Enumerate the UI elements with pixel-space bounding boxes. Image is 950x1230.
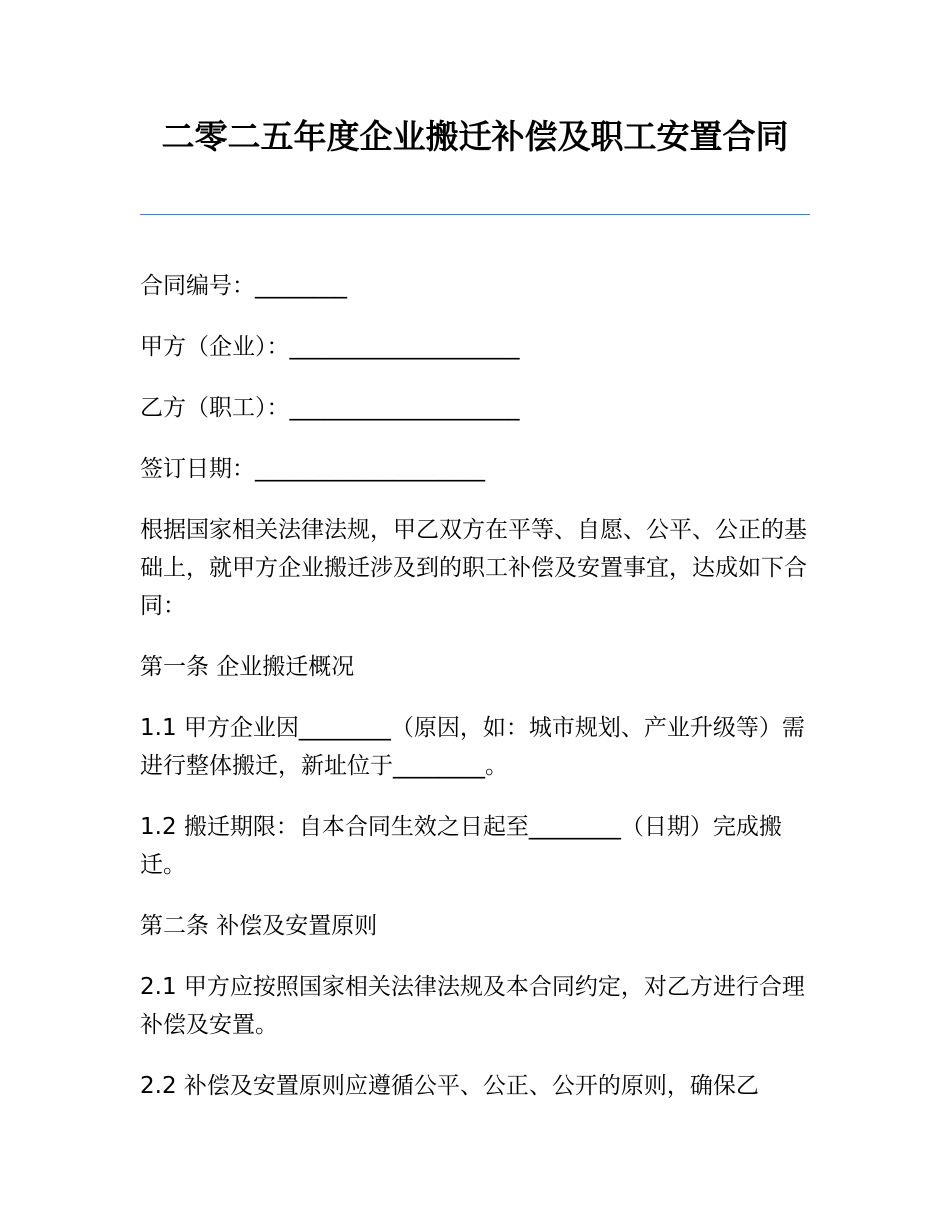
party-a-field: 甲方（企业）：____________________	[140, 334, 520, 360]
clause-2-1: 2.1 甲方应按照国家相关法律法规及本合同约定，对乙方进行合理补偿及安置。	[140, 974, 805, 1038]
signing-date-field: 签订日期：____________________	[140, 456, 485, 482]
document-body	[140, 267, 815, 1128]
title-underline	[140, 214, 810, 215]
clause-1-1: 1.1 甲方企业因________（原因，如：城市规划、产业升级等）需进行整体搬迁，新址位于________。	[140, 715, 805, 779]
preamble-paragraph: 根据国家相关法律法规，甲乙双方在平等、自愿、公平、公正的基础上，就甲方企业搬迁涉及到的职工补偿及安置事宜，达成如下合同：	[140, 517, 807, 619]
contract-number-field: 合同编号：________	[140, 273, 347, 299]
clause-2-2: 2.2 补偿及安置原则应遵循公平、公正、公开的原则，确保乙	[140, 1073, 759, 1099]
clause-1-2: 1.2 搬迁期限：自本合同生效之日起至________（日期）完成搬迁。	[140, 814, 782, 878]
article-2-heading: 第二条 补偿及安置原则	[140, 913, 378, 939]
article-1-heading: 第一条 企业搬迁概况	[140, 654, 355, 680]
document-title: 二零二五年度企业搬迁补偿及职工安置合同	[161, 117, 789, 156]
party-b-field: 乙方（职工）：____________________	[140, 395, 520, 421]
